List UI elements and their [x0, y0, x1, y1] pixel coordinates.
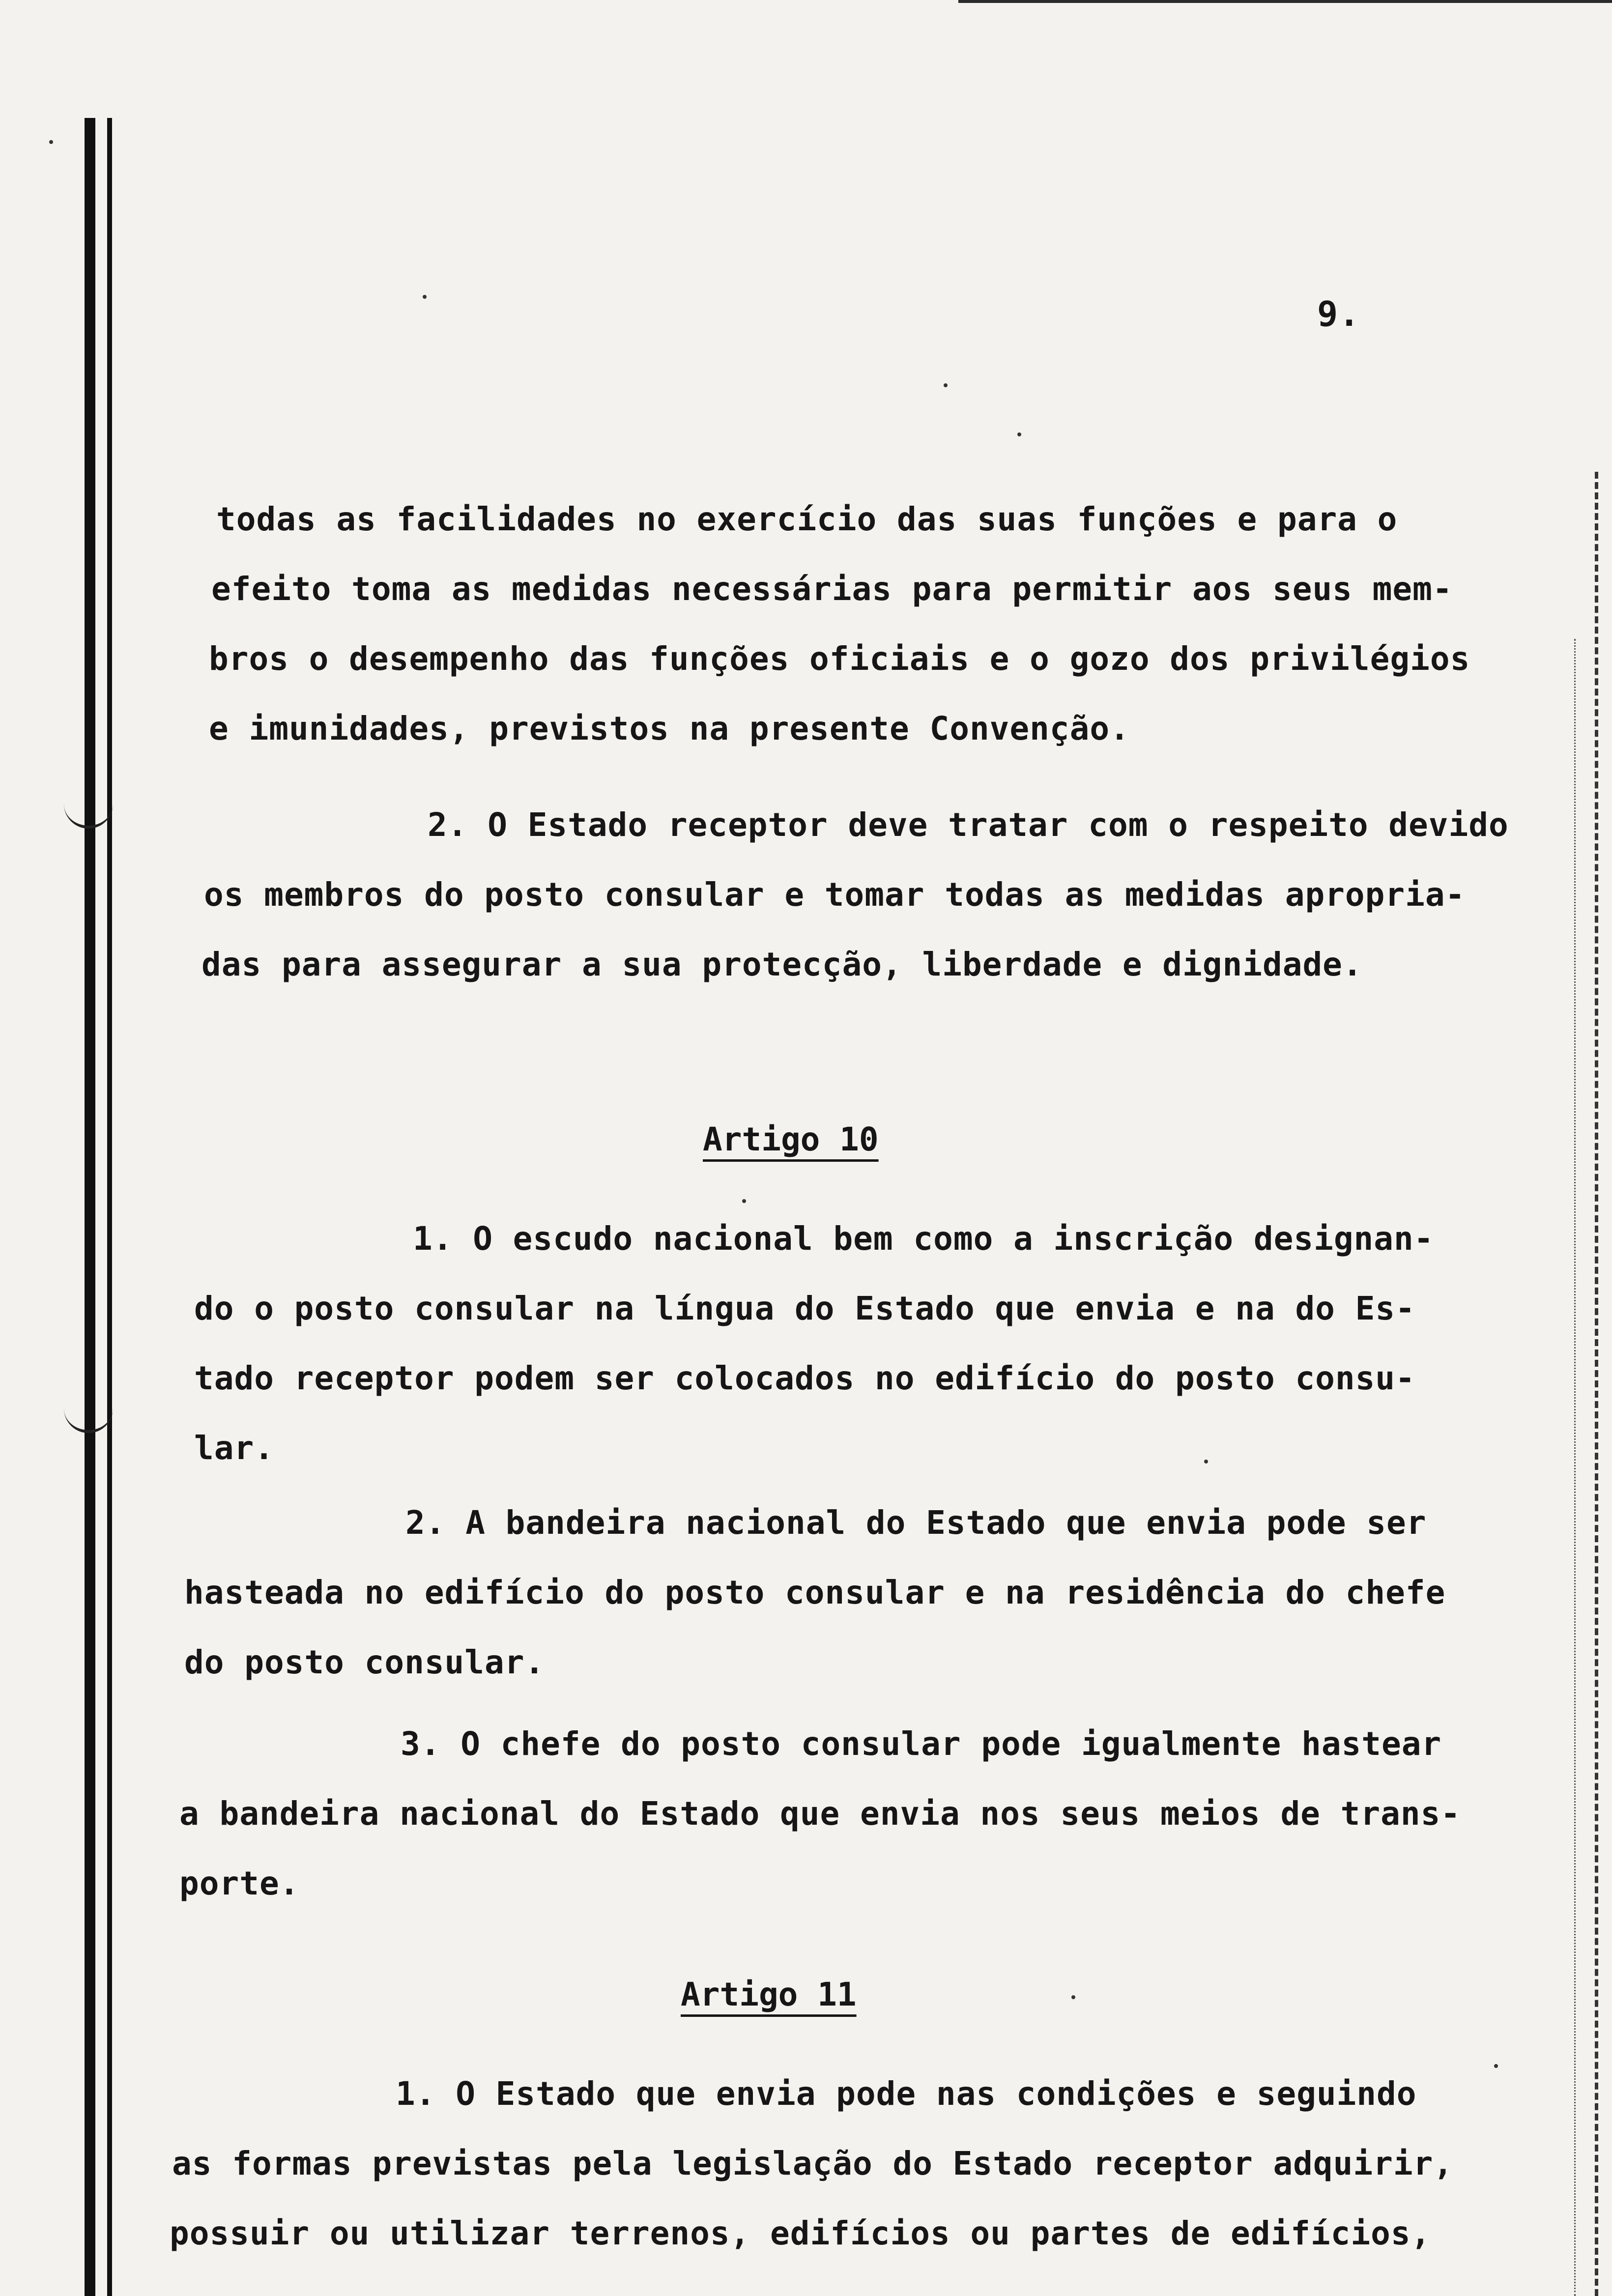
text-line: 1. O escudo nacional bem como a inscrição designan- — [413, 1220, 1434, 1258]
page-number: 9. — [1317, 294, 1361, 334]
text-line: bros o desempenho das funções oficiais e o gozo dos privilégios — [209, 640, 1470, 678]
text-line: efeito toma as medidas necessárias para permitir aos seus mem- — [211, 570, 1453, 608]
text-line: do posto consular. — [184, 1643, 545, 1681]
binding-rail-inner — [107, 118, 112, 2296]
text-line: do o posto consular na língua do Estado que envia e na do Es- — [194, 1290, 1415, 1327]
scan-speck — [1017, 432, 1021, 436]
binding-notch — [64, 1401, 113, 1433]
binding-notch — [64, 796, 113, 829]
article-heading: Artigo 11 — [681, 1976, 857, 2013]
text-line: 2. A bandeira nacional do Estado que envia pode ser — [405, 1504, 1427, 1542]
scan-speck — [1204, 1460, 1208, 1464]
text-line: tado receptor podem ser colocados no edifício do posto consu- — [194, 1359, 1415, 1397]
scan-speck — [1494, 2064, 1498, 2068]
article-heading: Artigo 10 — [703, 1120, 879, 1158]
text-line: a bandeira nacional do Estado que envia nos seus meios de trans- — [179, 1795, 1461, 1833]
text-line: possuir ou utilizar terrenos, edifícios ou partes de edifícios, — [170, 2214, 1431, 2252]
text-line: das para assegurar a sua protecção, liberdade e dignidade. — [202, 946, 1363, 983]
text-line: 1. O Estado que envia pode nas condições e seguindo — [396, 2075, 1417, 2113]
text-line: porte. — [179, 1865, 300, 1902]
text-line: lar. — [194, 1429, 274, 1467]
text-line: os membros do posto consular e tomar todas as medidas apropria- — [204, 876, 1466, 914]
text-line: 3. O chefe do posto consular pode igualmente hastear — [401, 1725, 1442, 1763]
scan-right-edge-inner — [1574, 639, 1576, 2296]
binding-rail-outer — [85, 118, 95, 2296]
scan-speck — [944, 383, 948, 387]
text-line: hasteada no edifício do posto consular e na residência do chefe — [184, 1574, 1446, 1611]
scan-speck — [49, 140, 53, 144]
scan-speck — [1071, 1995, 1075, 1999]
text-line: as formas previstas pela legislação do Estado receptor adquirir, — [172, 2145, 1454, 2182]
scan-speck — [742, 1199, 746, 1203]
text-line: todas as facilidades no exercício das suas funções e para o — [216, 500, 1398, 538]
scan-speck — [423, 295, 427, 299]
text-line: 2. O Estado receptor deve tratar com o respeito devido — [428, 806, 1509, 844]
text-line: e imunidades, previstos na presente Convenção. — [209, 710, 1130, 747]
scan-top-edge — [958, 0, 1612, 3]
scan-right-edge — [1595, 472, 1598, 2296]
